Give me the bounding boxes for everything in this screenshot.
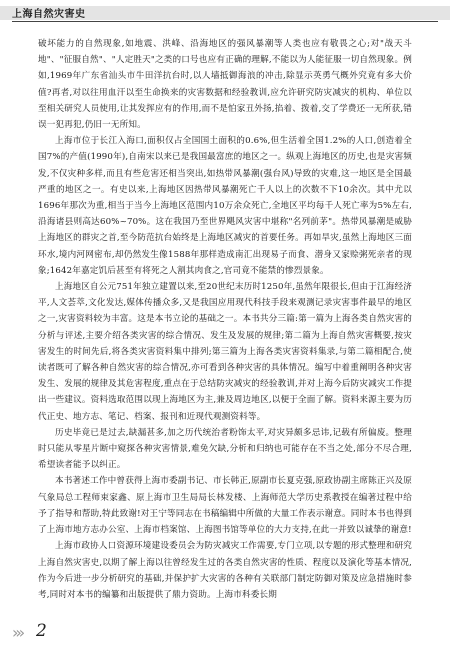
paragraph-5: 本书著述工作中曾获得上海市委副书记、市长韩正,原副市长夏克强,原政协副主席陈正兴及原气象局总工程师束家鑫、原上海市卫生局局长林发楼、上海师范大学历史系教授在编著过程中给予了指导和帮助,特此致谢!对王宁等同志在书稿编辑中所做的大量工作表示谢意。同时本书也得到了上海市地方志办公室、上海市档案馆、上海图书馆等单位的大力支持,在此一并致以诚挚的谢意! <box>38 476 412 536</box>
paragraph-4: 历史毕竟已是过去,缺漏甚多,加之历代统治者粉饰太平,对灾异颇多忌讳,记载有所偏废。整理时只能从零星片断中窥探各种灾害情景,难免欠缺,分析和归纳也可能存在不当之处,部分不尽合理,希望读者能予以纠正。 <box>38 427 412 471</box>
chevron-ornament-icon: ››› <box>12 623 23 642</box>
main-text <box>38 36 412 603</box>
book-title: 上海自然灾害史 <box>12 9 86 20</box>
paragraph-2: 上海市位于长江入海口,面积仅占全国国土面积的0.6%,但生活着全国1.2%的人口,创造着全国7%的产值(1990年),自南宋以来已是我国最富庶的地区之一。纵观上海地区的历史,也是灾害频发,不仅灾种多样,而且有些危害还相当突出,如热带风暴潮(强台风)导致的灾难,这一地区是全国最严重的地区之一。有史以来,上海地区因热带风暴潮死亡千人以上的次数不下10余次。其中尤以1696年那次为重,相当于当今上海地区范围内10万余众死亡,全地区平均每千人死亡率为5%左右,沿海诸县则高达60%~70%。这在我国乃至世界飓风灾害中堪称"名列前茅"。热带风暴潮是威胁上海地区的群灾之首,至今防范抗台始终是上海地区减灾的首要任务。再如旱灾,虽然上海地区三面环水,境内河网密布,却仍然发生像1588年那样造成南汇出现易子而食、潜身又家赊粥死亲者的现象;1642年嘉定饥后甚至有将死之人割其肉食之,官司竟不能禁的惨烈景象。 <box>38 136 412 276</box>
header-rule <box>12 21 438 22</box>
page-number: 2 <box>36 621 47 641</box>
paragraph-1: 破坏能力的自然现象,如地震、洪峰、沿海地区的强风暴潮等人类也应有敬畏之心;对"战天斗地"、"征服自然"、"人定胜天"之类的口号也应有正确的理解,不能以为人能征服一切自然现象。例如,1969年广东省汕头市牛田洋抗台时,以人墙抵御海浪的冲击,除显示英勇气概外究竟有多大价值?再者,对以往用血汗以至生命换来的灾害数据和经验教训,应允许研究防灾减灾的机构、单位以至相关研究人员使用,让其发挥应有的作用,而不是怕家丑外扬,掐着、拨着,交了学费还一无所获,错误一犯再犯,仍旧一无所知。 <box>38 39 412 131</box>
paragraph-6: 上海市政协人口资源环境建设委员会为防灾减灾工作需要,专门立项,以专题的形式整理和研究上海自然灾害史,以期了解上海以往曾经发生过的各类自然灾害的性质、程度以及演化等基本情况,作为今后进一步分析研究的基础,并保护扩大灾害的各种有关联部门制定防御对策及应急措施时参考,同时对本书的编纂和出版提供了鼎力资助。上海市科委长期 <box>38 541 412 600</box>
paragraph-3: 上海地区自公元751年独立建置以来,至20世纪末历时1250年,虽然年限很长,但由于江海经济平,人文荟萃,文化发达,媒体传播众多,又是我国应用现代科技手段来观测记录灾害事件最早的地区之一,灾害资料较为丰富。这是本书立论的基础之一。本书共分三篇:第一篇为上海各类自然灾害的分析与评述,主要介绍各类灾害的综合情况、发生及发展的规律;第二篇为上海自然灾害概要,按灾害发生的时间先后,将各类灾害资料集中排列;第三篇为上海各类灾害资料集录,与第二篇相配合,使读者既可了解各种自然灾害的综合情况,亦可看到各种灾害的具体情况。编写中着重阐明各种灾害发生、发展的规律及其危害程度,重点在于总结防灾减灾的经验教训,并对上海今后防灾减灾工作提出一些建议。资料选取范围以现上海地区为主,兼及周边地区,以便于全面了解。资料来源主要为历代正史、地方志、笔记、档案、报刊和近现代观测资料等。 <box>38 282 412 422</box>
page-footer <box>12 623 72 643</box>
running-header <box>0 0 450 22</box>
